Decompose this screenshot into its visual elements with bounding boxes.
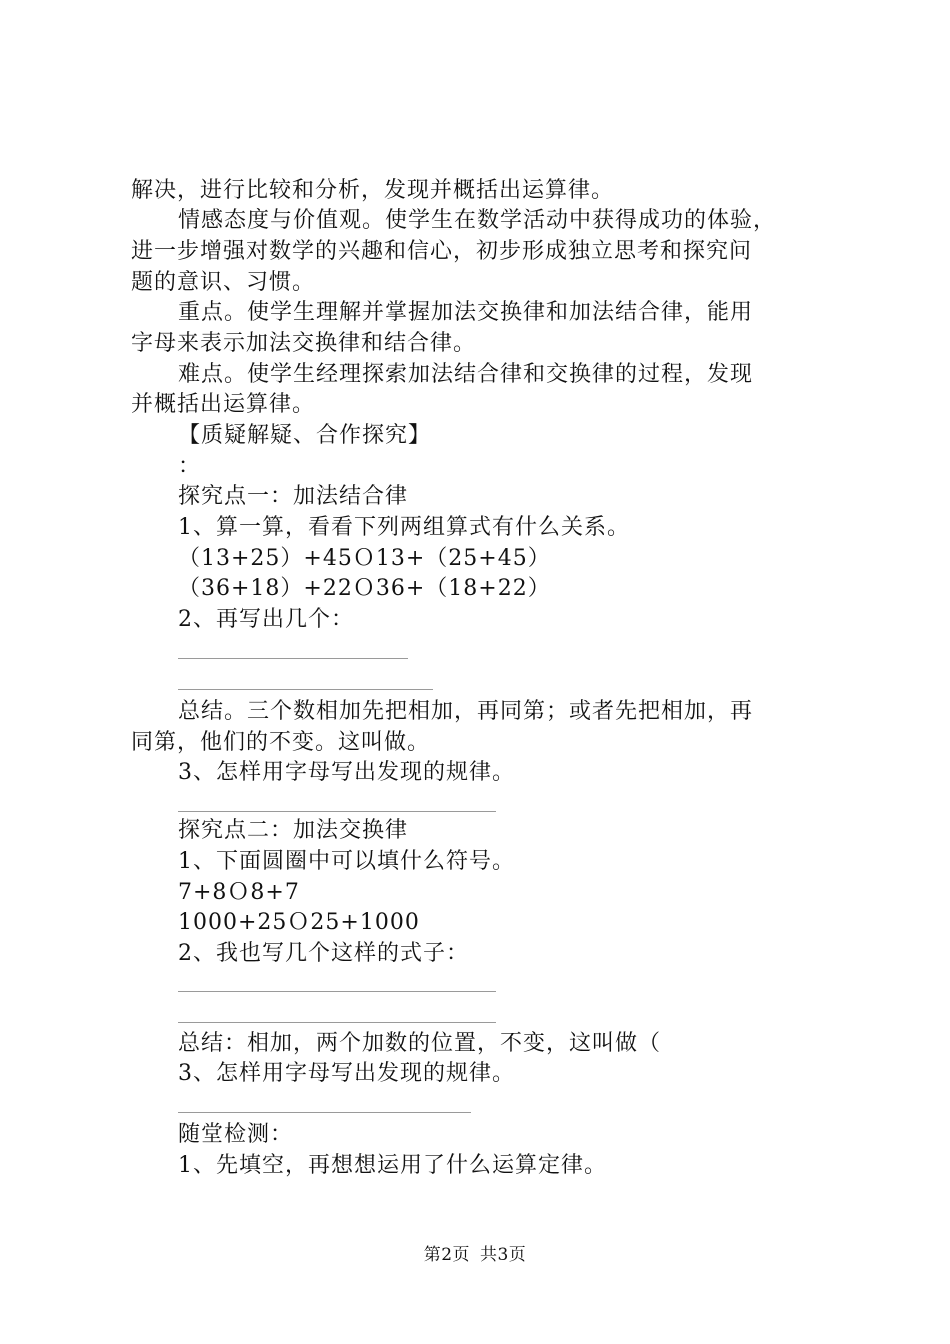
text-line: 2、再写出几个： xyxy=(178,607,354,632)
text-line: ： xyxy=(178,454,202,479)
subsection-heading: 探究点二：加法交换律 xyxy=(178,818,409,843)
equation-line: （13+25）+45Ｏ13+（25+45） xyxy=(178,546,551,571)
equation-line: 1000+25Ｏ25+1000 xyxy=(178,910,420,935)
answer-blank xyxy=(178,1112,471,1113)
page-total: 共3页 xyxy=(479,1245,527,1265)
text-line: 并概括出运算律。 xyxy=(131,392,316,417)
answer-blank xyxy=(178,991,496,992)
text-line: 字母来表示加法交换律和结合律。 xyxy=(131,331,477,356)
answer-blank xyxy=(178,658,408,659)
subsection-heading: 探究点一：加法结合律 xyxy=(178,484,409,509)
text-line: 解决，进行比较和分析，发现并概括出运算律。 xyxy=(131,178,615,203)
page-number: 第2页 xyxy=(423,1245,471,1265)
section-heading: 随堂检测： xyxy=(178,1122,294,1147)
text-line: 重点。使学生理解并掌握加法交换律和加法结合律，能用 xyxy=(178,300,754,325)
text-line: 情感态度与价值观。使学生在数学活动中获得成功的体验， xyxy=(178,208,777,233)
text-line: 1、算一算，看看下列两组算式有什么关系。 xyxy=(178,515,630,540)
answer-blank xyxy=(178,1022,496,1023)
answer-blank xyxy=(178,689,433,690)
section-heading: 【质疑解疑、合作探究】 xyxy=(178,423,432,448)
text-line: 3、怎样用字母写出发现的规律。 xyxy=(178,760,515,785)
text-line: 题的意识、习惯。 xyxy=(131,270,316,295)
text-line: 进一步增强对数学的兴趣和信心，初步形成独立思考和探究问 xyxy=(131,239,753,264)
page-footer xyxy=(0,1240,950,1265)
text-line: 1、先填空，再想想运用了什么运算定律。 xyxy=(178,1153,607,1178)
equation-line: （36+18）+22Ｏ36+（18+22） xyxy=(178,576,551,601)
text-line: 难点。使学生经理探索加法结合律和交换律的过程，发现 xyxy=(178,362,754,387)
text-line: 总结：相加，两个加数的位置，不变，这叫做（ xyxy=(178,1031,662,1056)
text-line: 1、下面圆圈中可以填什么符号。 xyxy=(178,849,515,874)
text-line: 2、我也写几个这样的式子： xyxy=(178,941,469,966)
text-line: 总结。三个数相加先把相加，再同第；或者先把相加，再 xyxy=(178,699,754,724)
equation-line: 7+8Ｏ8+7 xyxy=(178,880,300,905)
text-line: 3、怎样用字母写出发现的规律。 xyxy=(178,1061,515,1086)
answer-blank xyxy=(178,811,496,812)
text-line: 同第，他们的不变。这叫做。 xyxy=(131,730,431,755)
